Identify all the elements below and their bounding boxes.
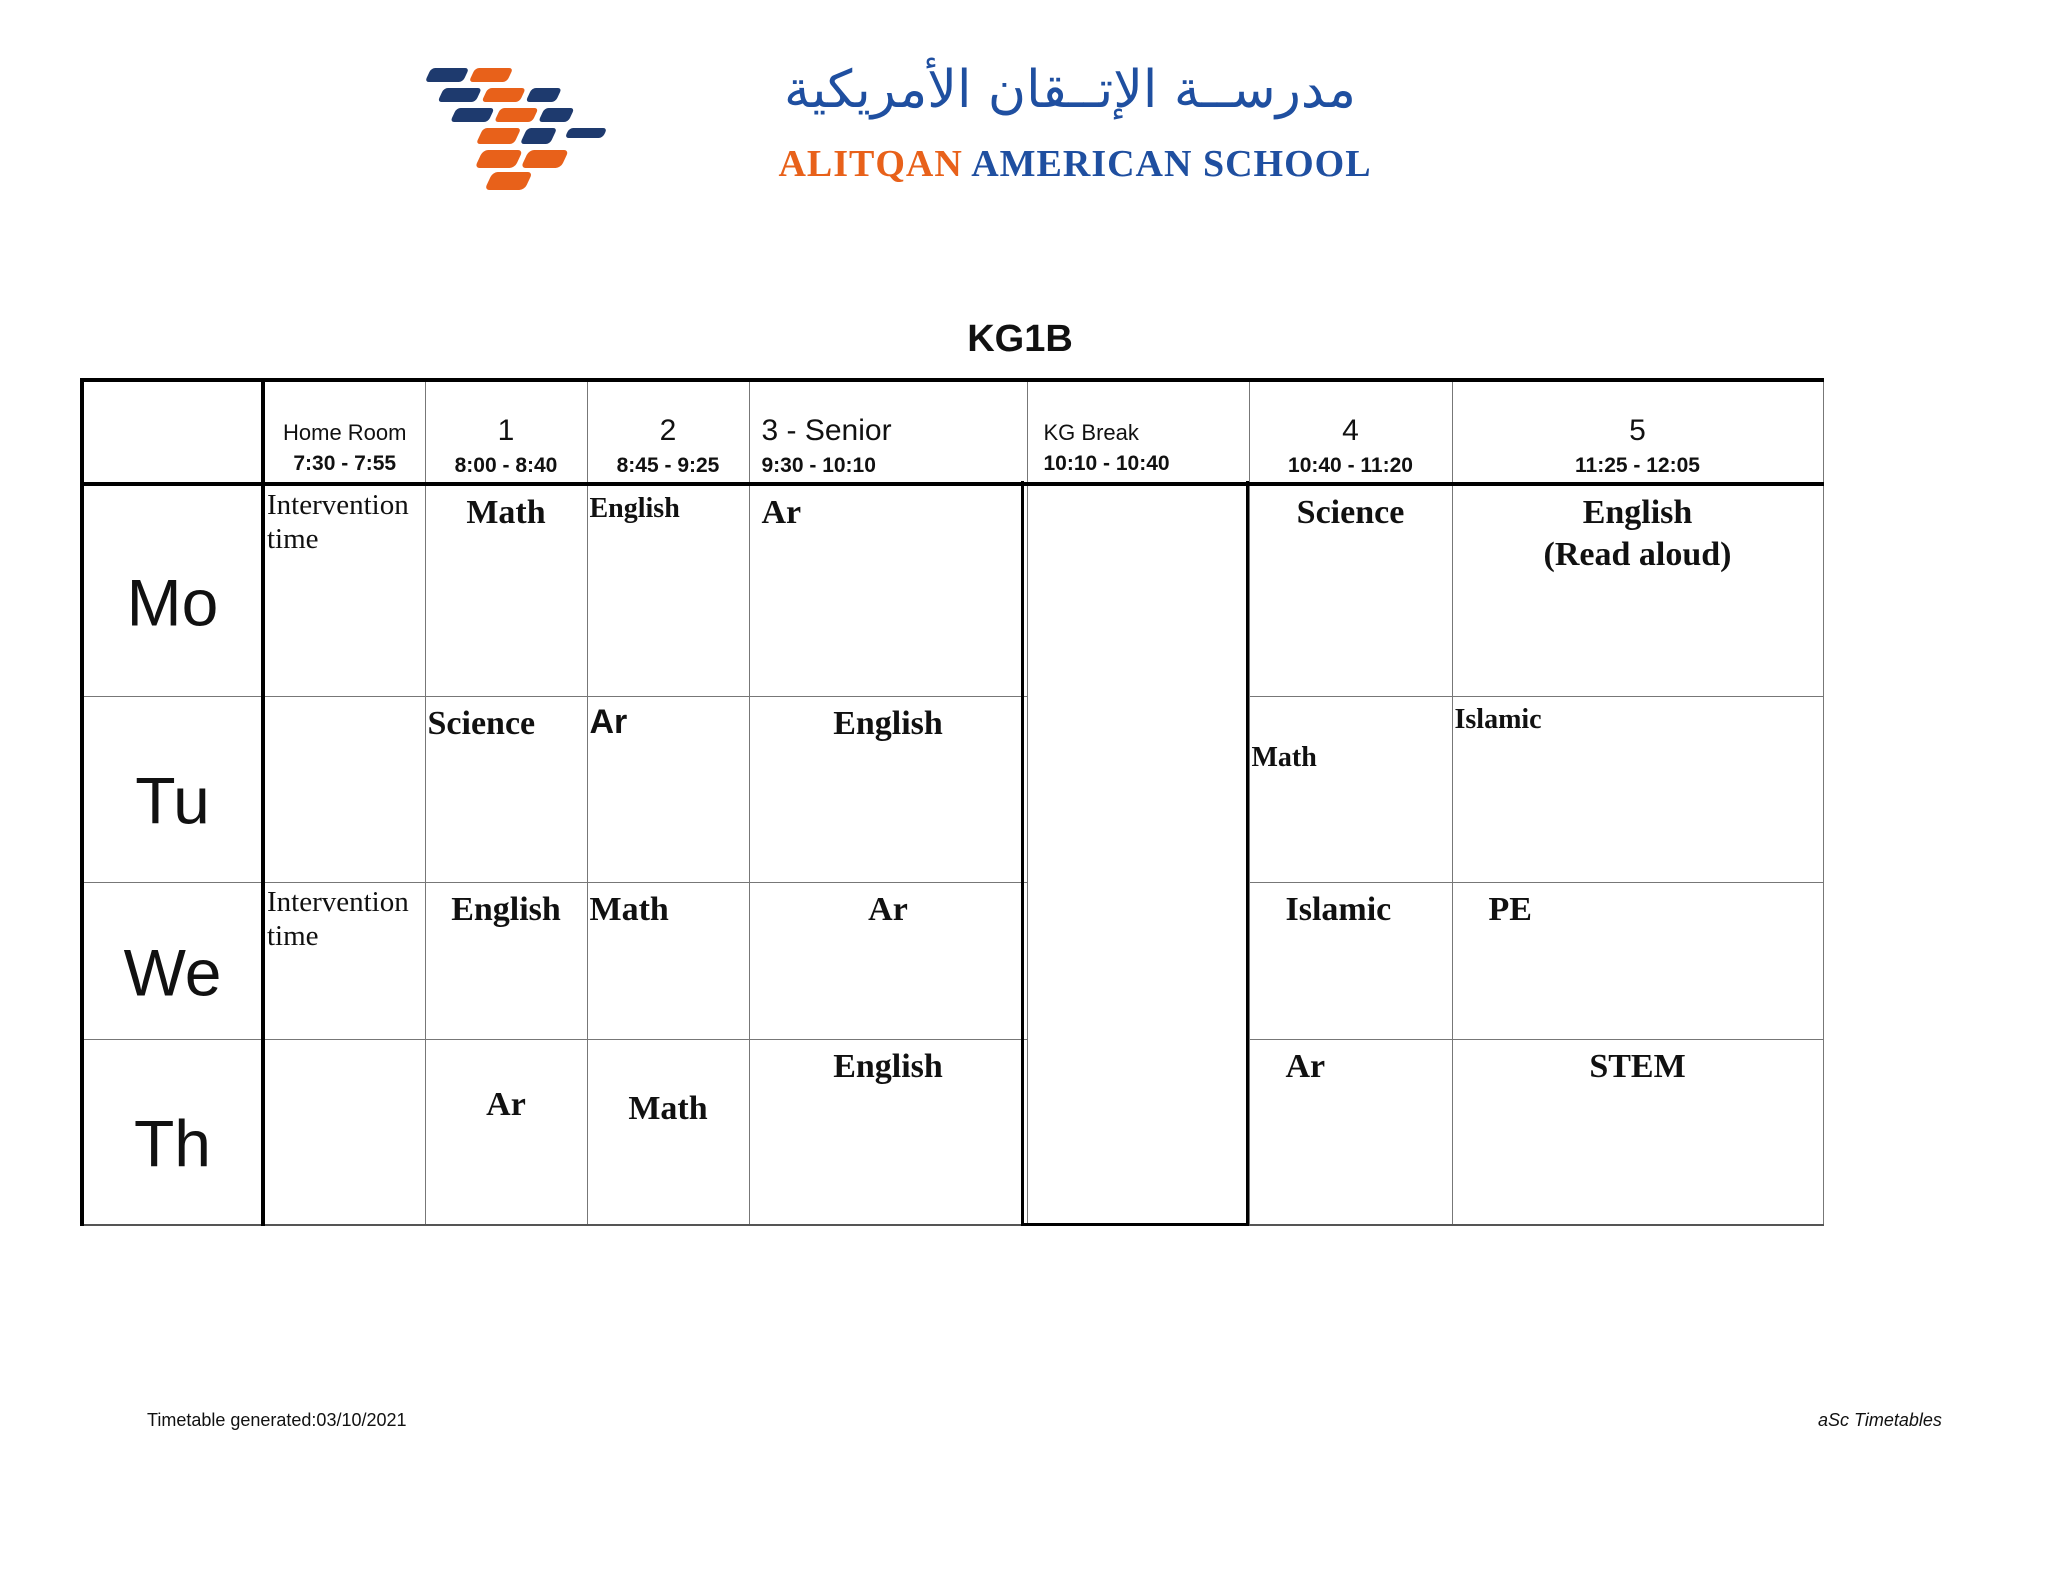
- timetable-cell: [425, 484, 587, 696]
- school-name-arabic: مدرســة الإتــقان الأمريكية: [783, 60, 1357, 120]
- corner-cell: [82, 380, 263, 484]
- day-row-thursday: [82, 1039, 1823, 1225]
- day-cell: [82, 882, 263, 1039]
- timetable-cell: [263, 484, 425, 696]
- day-row-wednesday: [82, 882, 1823, 1039]
- lesson-label: Ar: [761, 494, 802, 531]
- lesson-label: STEM: [1589, 1047, 1686, 1085]
- period-header-5: [1452, 380, 1823, 484]
- school-logo: [395, 60, 655, 200]
- header-row: [82, 380, 1823, 484]
- lesson-label: English: [451, 890, 561, 928]
- lesson-label: Math: [628, 1089, 708, 1127]
- lesson-label: Science: [1296, 494, 1405, 531]
- period-header-3: [749, 380, 1027, 484]
- period-label: 1: [497, 414, 515, 447]
- period-header-4: [1249, 380, 1452, 484]
- school-name-part-2: AMERICAN SCHOOL: [971, 143, 1372, 185]
- day-label: Tu: [135, 763, 210, 838]
- lesson-label: PE: [1488, 890, 1532, 928]
- timetable-cell: [1249, 696, 1452, 882]
- timetable-cell: [749, 696, 1027, 882]
- period-time: 11:25 - 12:05: [1575, 454, 1700, 477]
- day-label: Th: [133, 1106, 212, 1181]
- day-row-tuesday: [82, 696, 1823, 882]
- period-label: 5: [1629, 414, 1646, 447]
- school-name-english: [735, 142, 1415, 186]
- period-header-1: [425, 380, 587, 484]
- lesson-label: English (Read aloud): [1543, 494, 1732, 573]
- timetable-cell: [749, 484, 1027, 696]
- timetable-cell: [587, 484, 749, 696]
- lesson-label: Math: [466, 494, 546, 531]
- period-header-2: [587, 380, 749, 484]
- day-cell: [82, 1039, 263, 1225]
- timetable-cell: [263, 882, 425, 1039]
- generated-date: Timetable generated:03/10/2021: [147, 1410, 407, 1430]
- lesson-label: Ar: [486, 1085, 526, 1123]
- lesson-label: Ar: [1285, 1047, 1326, 1085]
- period-label: KG Break: [1043, 420, 1139, 445]
- period-label: 4: [1342, 414, 1359, 447]
- lesson-label: Math: [589, 890, 669, 928]
- lesson-label: Math: [1251, 741, 1317, 773]
- lesson-label: English: [833, 704, 943, 742]
- timetable-cell: [425, 1039, 587, 1225]
- lesson-label: Ar: [589, 702, 628, 741]
- timetable-cell: [587, 696, 749, 882]
- period-label: 3 - Senior: [761, 414, 892, 447]
- logo-grid-icon: [395, 60, 655, 200]
- timetable-cell: [1249, 882, 1452, 1039]
- timetable: [80, 378, 1824, 1226]
- day-label: Mo: [126, 565, 219, 640]
- lesson-label: Ar: [868, 890, 908, 928]
- lesson-label: Intervention time: [267, 489, 409, 555]
- period-header-homeroom: [263, 380, 425, 484]
- timetable-cell: [1249, 484, 1452, 696]
- lesson-label: English: [833, 1047, 943, 1085]
- period-time: 9:30 - 10:10: [761, 454, 876, 477]
- period-time: 7:30 - 7:55: [293, 452, 397, 475]
- timetable-cell: [1452, 882, 1823, 1039]
- period-time: 10:40 - 11:20: [1288, 454, 1413, 477]
- timetable-cell: [425, 696, 587, 882]
- timetable-cell: [749, 882, 1027, 1039]
- timetable-cell: [587, 882, 749, 1039]
- timetable-cell: [263, 696, 425, 882]
- lesson-label: English: [589, 493, 680, 524]
- school-name-part-1: ALITQAN: [778, 143, 963, 185]
- period-time: 10:10 - 10:40: [1043, 452, 1170, 475]
- class-title: KG1B: [967, 318, 1073, 360]
- day-row-monday: [82, 484, 1823, 696]
- period-label: Home Room: [283, 420, 407, 445]
- day-cell: [82, 696, 263, 882]
- break-cell: [1027, 484, 1249, 1225]
- timetable-cell: [749, 1039, 1027, 1225]
- timetable-cell: [1452, 1039, 1823, 1225]
- period-label: 2: [659, 414, 677, 447]
- period-time: 8:45 - 9:25: [616, 454, 720, 477]
- timetable-cell: [587, 1039, 749, 1225]
- timetable-cell: [425, 882, 587, 1039]
- lesson-label: Intervention time: [267, 885, 409, 952]
- day-label: We: [123, 934, 222, 1009]
- lesson-label: Science: [427, 704, 536, 742]
- lesson-label: Islamic: [1454, 703, 1542, 735]
- software-credit: aSc Timetables: [1818, 1410, 1942, 1430]
- lesson-label: Islamic: [1285, 890, 1392, 928]
- timetable-cell: [1452, 484, 1823, 696]
- day-cell: [82, 484, 263, 696]
- timetable-cell: [1452, 696, 1823, 882]
- period-header-break: [1027, 380, 1249, 484]
- timetable-cell: [263, 1039, 425, 1225]
- period-time: 8:00 - 8:40: [454, 454, 558, 477]
- timetable-cell: [1249, 1039, 1452, 1225]
